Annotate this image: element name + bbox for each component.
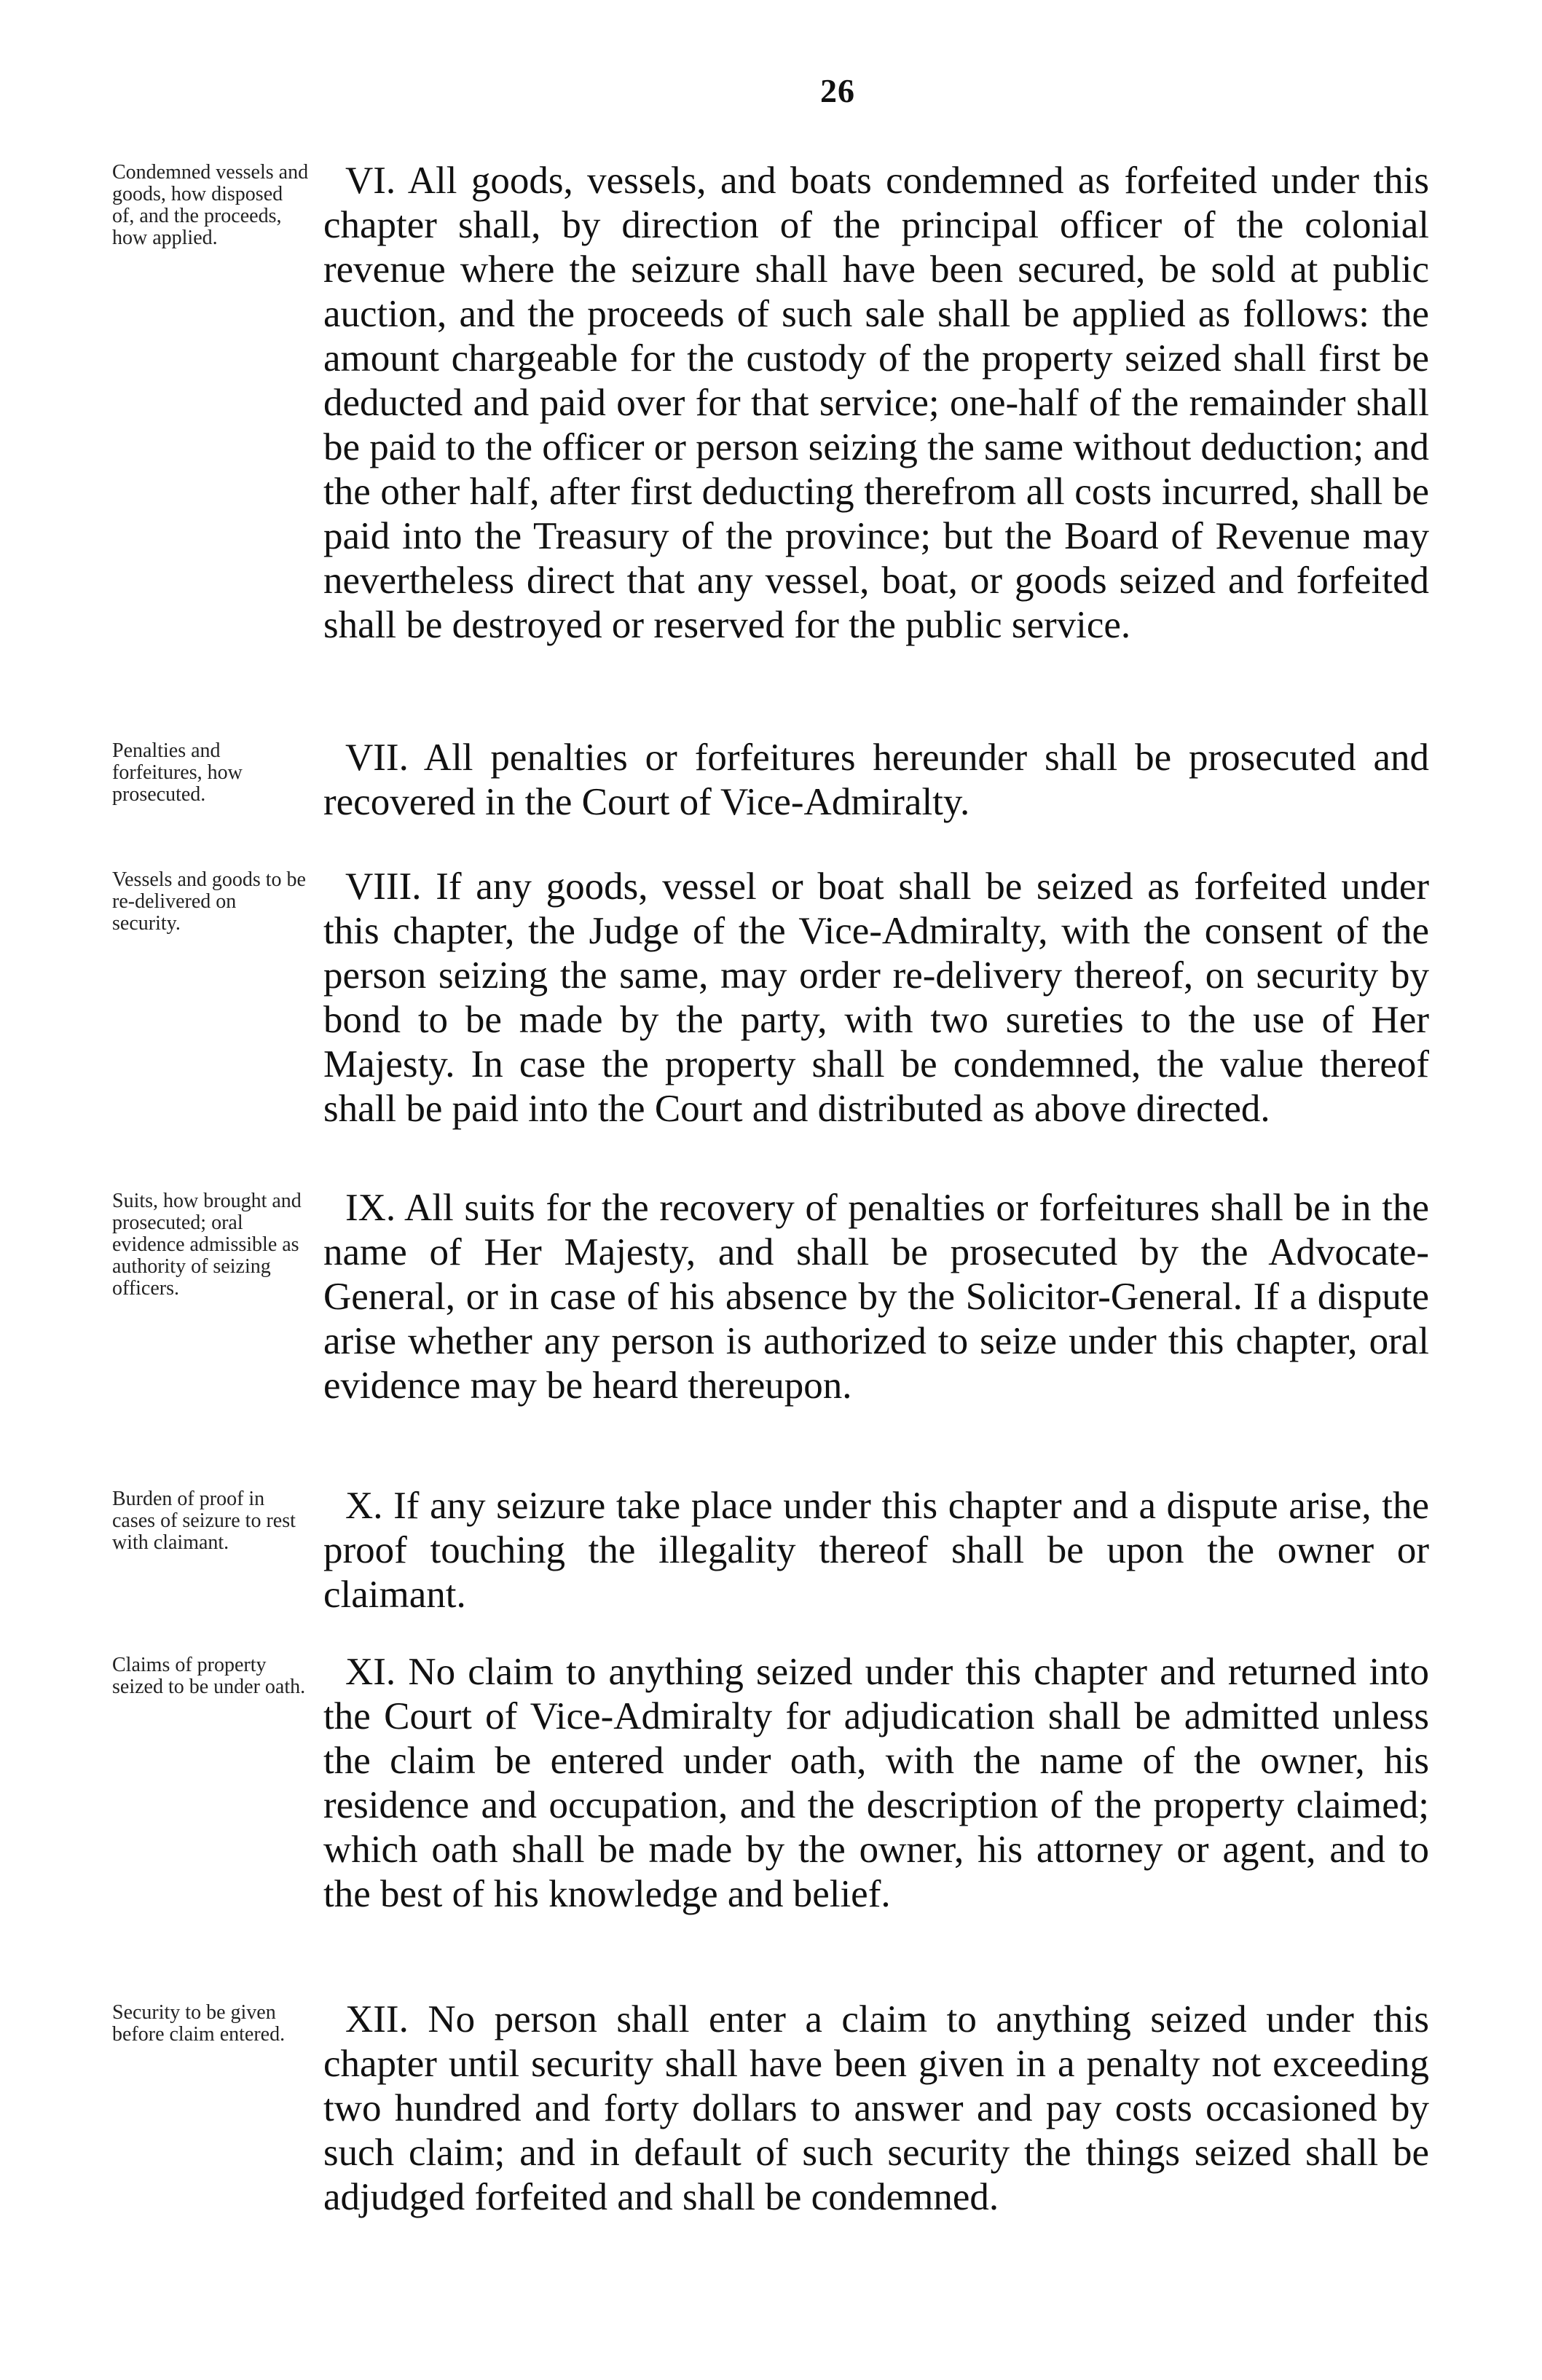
section-text: No person shall enter a claim to anything seized under this chapter until security shall have been given in a penalty not exceeding two hundred and forty dollars to answer and pay costs occasioned by such claim; and in default of such security the things seized shall be adjudged forfeited and shall be condemned. <box>323 1998 1429 2218</box>
section-number: X. <box>345 1485 383 1527</box>
section-text: If any seizure take place under this chapter and a dispute arise, the proof touching the illegality thereof shall be upon the owner or claimant. <box>323 1485 1429 1616</box>
margin-note: Burden of proof in cases of seizure to rest with claimant. <box>112 1488 296 1554</box>
section-text: All penalties or forfeitures hereunder shall be prosecuted and recovered in the Court of Vice-Admiralty. <box>323 737 1429 823</box>
margin-note: Condemned vessels and goods, how disposed of, and the proceeds, how applied. <box>112 161 309 249</box>
section-number: IX. <box>345 1187 396 1229</box>
section-text: All suits for the recovery of penalties or forfeitures shall be in the name of Her Majesty, and shall be prosecuted by the Advocate-General, or in case of his absence by the Solicitor-General. If a dispute arise whether any person is authorized to seize under this chapter, oral evidence may be heard thereupon. <box>323 1187 1430 1407</box>
margin-note: Vessels and goods to be re-delivered on security. <box>112 868 306 935</box>
section-number: XI. <box>345 1651 396 1693</box>
margin-note: Claims of property seized to be under oath. <box>112 1654 306 1698</box>
section-body <box>323 1650 1429 1917</box>
section-body <box>323 1186 1429 1408</box>
section-text: No claim to anything seized under this chapter and returned into the Court of Vice-Admiralty for adjudication shall be admitted unless the claim be entered under oath, with the name of the owner, his residence and occupation, and the description of the property claimed; which oath shall be made by the owner, his attorney or agent, and to the best of his knowledge and belief. <box>323 1651 1429 1915</box>
section-body <box>323 1484 1429 1617</box>
section-body <box>323 159 1429 648</box>
margin-note: Suits, how brought and prosecuted; oral evidence admissible as authority of seizing officers. <box>112 1190 302 1300</box>
margin-note: Penalties and forfeitures, how prosecuted. <box>112 739 243 806</box>
section-number: XII. <box>345 1998 409 2041</box>
section-number: VIII. <box>345 865 422 908</box>
section-body <box>323 1998 1429 2220</box>
section-body <box>323 736 1429 825</box>
section-body <box>323 865 1429 1131</box>
section-text: All goods, vessels, and boats condemned as forfeited under this chapter shall, by direction of the principal officer of the colonial revenue where the seizure shall have been secured, be sold at public auction, and the proceeds of such sale shall be applied as follows: the amount chargeable for the custody of the property seized shall first be deducted and paid over for that service; one-half of the remainder shall be paid to the officer or person seizing the same without deduction; and the other half, after first deducting therefrom all costs incurred, shall be paid into the Treasury of the province; but the Board of Revenue may nevertheless direct that any vessel, boat, or goods seized and forfeited shall be destroyed or reserved for the public service. <box>323 160 1429 646</box>
section-text: If any goods, vessel or boat shall be seized as forfeited under this chapter, the Judge of the Vice-Admiralty, with the consent of the person seizing the same, may order re-delivery thereof, on security by bond to be made by the party, with two sureties to the use of Her Majesty. In case the property shall be condemned, the value thereof shall be paid into the Court and distributed as above directed. <box>323 865 1430 1130</box>
margin-note: Security to be given before claim entered. <box>112 2001 286 2046</box>
page-number: 26 <box>820 72 855 109</box>
section-number: VII. <box>345 737 409 779</box>
section-number: VI. <box>345 160 396 202</box>
